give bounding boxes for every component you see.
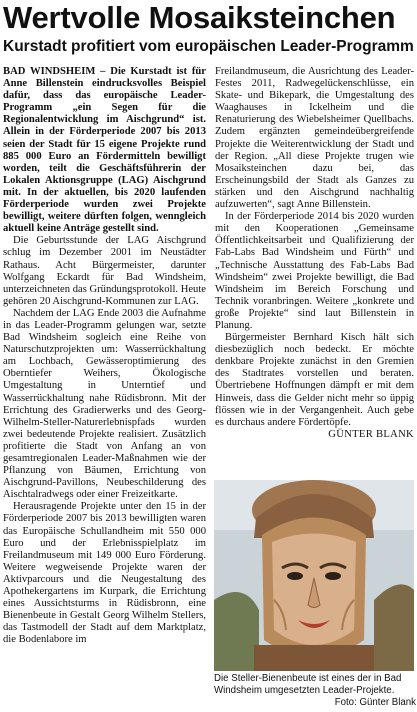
body-paragraph-text: Bürgermeister Bernhard Kisch hält sich diesbezüglich noch bedeckt. Er möchte denkbare Projekte zunächst in den Gremien des Stadtrates vorstellen und beraten. Übertriebene Hoffnungen dämpft er mit dem Hinweis, dass die Gelder nicht mehr so üppig flössen wie in der Vergangenheit. Auch gebe es durchaus andere Fördertöpfe.: [215, 332, 414, 428]
headline: Wertvolle Mosaiksteinchen: [3, 0, 396, 35]
author-byline: GÜNTER BLANK: [328, 428, 414, 440]
caption-text: Die Steller-Bienenbeute ist eines der in Bad Windsheim umgesetzten Leader-Projekte.: [214, 673, 402, 696]
photo-credit: Foto: Günter Blank: [334, 697, 416, 708]
body-paragraph: In der Förderperiode 2014 bis 2020 wurden mit den Kooperationen „Gemeinsame Öffentlichkeitsarbeit und Qualifizierung der Fab-Labs Bad Windsheim und Fürth“ und „Technische Ausstattung des Fab-Labs Bad Windsheim“ zwei Projekte bewilligt, die Bad Windsheim im Bereich Forschung und Technik voranbringen. Weitere „konkrete und große Projekte“ sind laut Billenstein in Planung.: [215, 211, 414, 331]
body-paragraph-last: [215, 332, 414, 440]
wood-carving-photo: [214, 480, 414, 671]
body-paragraph: Nachdem der LAG Ende 2003 die Aufnahme in das Leader-Programm gelungen war, setzte Bad Windsheim sogleich eine Reihe von Naturschutzprojekten um: Wasserrückhaltung am Lochbach, Gewässeroptimierung des Oberntiefer Weihers, Ökologische Umgestaltung in Unterntief und Wasserrückhaltung nahe Rüdisbronn. Mit der Errichtung des Gradierwerks und des Georg-Wilhelm-Steller-Naturerlebnispfads wurden zwei bedeutende Projekte realisiert. Zusätzlich profitierte die Stadt von Anfang an von gesamtregionalen Leader-Maßnahmen wie der Pflanzung von Bäumen, Errichtung von Aischgrund-Pavillons, Neubeschilderung des Aischtalradwegs oder einer Freizeitkarte.: [3, 307, 206, 501]
body-paragraph: Die Geburtsstunde der LAG Aischgrund schlug im Dezember 2001 im Neustädter Rathaus. Acht Bürgermeister, darunter Wolfgang Eckardt für Bad Windsheim, unterzeichneten das Gründungsprotokoll. Heute gehören 20 Aischgrund-Kommunen zur LAG.: [3, 235, 206, 307]
photo-caption: [214, 673, 416, 709]
body-paragraph: Freilandmuseum, die Ausrichtung des Leader-Festes 2011, Radwegelückenschlüsse, ein Skate- und Bikepark, die Umgestaltung des Waaghauses in Ickelheim und die Renaturierung des Wiebelsheimer Quellbachs. Zudem ergänzten gemeindeübergreifende Projekte die Weiterentwicklung der Stadt und der Region. „All diese Projekte trugen wie Mosaiksteinchen dazu bei, das Erscheinungsbild der Stadt als Ganzes zu stärken und den Aischgrund nachhaltig aufzuwerten“, sagt Anne Billenstein.: [215, 66, 414, 211]
body-paragraph: Herausragende Projekte unter den 15 in der Förderperiode 2007 bis 2013 bewilligten waren das Europäische Schullandheim mit 550 000 Euro und der Erlebnisspielplatz im Freilandmuseum mit 149 000 Euro Förderung. Weitere wegweisende Projekte waren der Aktivparcours und die Neugestaltung des Apothekergartens im Kurpark, die Errichtung eines Aussichtsturms in Rüdisbronn, eine Bienenbeute in Gestalt Georg Wilhelm Stellers, das Tastmodell der Stadt auf dem Marktplatz, die Bodenlabore im: [3, 501, 206, 646]
article-column-1: [3, 66, 206, 710]
subheadline: Kurstadt profitiert vom europäischen Leader-Programm: [3, 38, 414, 55]
lead-paragraph: BAD WINDSHEIM – Die Kurstadt ist für Anne Billenstein eindrucksvolles Beispiel dafür, dass das europäische Leader-Programm „ein Segen für die Regionalentwicklung im Aischgrund“ ist. Allein in der Förderperiode 2007 bis 2013 seien der Stadt für 15 eigene Projekte rund 885 000 Euro an Fördermitteln bewilligt worden, teilt die Geschäftsführerin der Lokalen Aktionsgruppe (LAG) Aischgrund mit. In der aktuellen, bis 2020 laufenden Förderperiode wurden zwei Projekte bewilligt, weitere dürften folgen, wenngleich aktuell keine Anträge gestellt sind.: [3, 66, 206, 235]
article-column-2: [215, 66, 414, 477]
article-photo: [214, 480, 414, 671]
